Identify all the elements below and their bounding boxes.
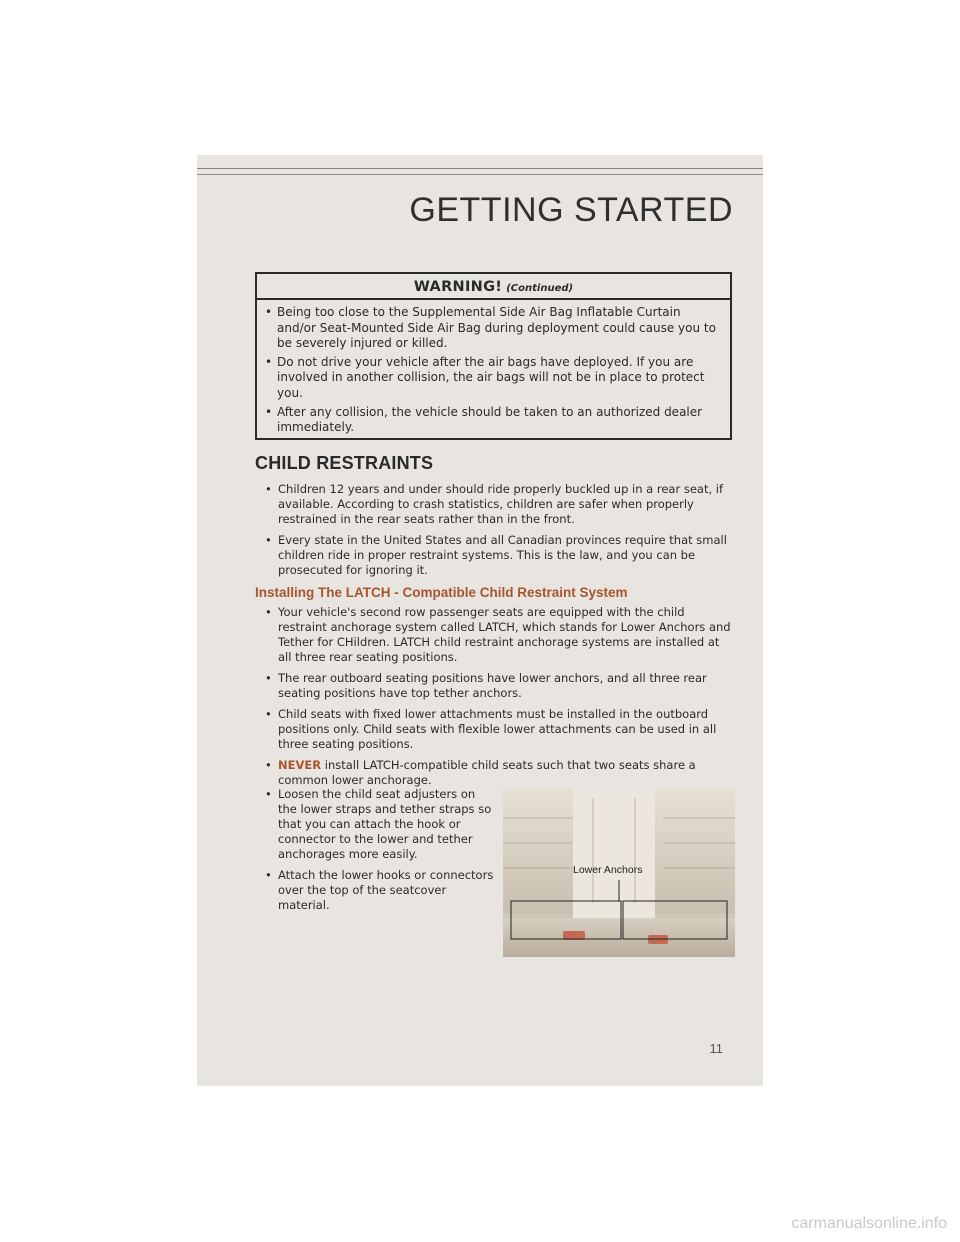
list-item-text: The rear outboard seating positions have lower anchors, and all three rear seating positions have top tether anchors. bbox=[278, 671, 707, 700]
list-item-text: Your vehicle's second row passenger seats are equipped with the child restraint anchorage system called LATCH, which stands for Lower Anchors and Tether for CHildren. LATCH child restraint anchorage systems are installed at all three rear seating positions. bbox=[278, 605, 731, 664]
bullet: • bbox=[265, 605, 272, 619]
latch-list bbox=[265, 605, 735, 794]
list-item bbox=[265, 482, 735, 527]
bullet: • bbox=[265, 354, 273, 369]
list-item bbox=[265, 605, 735, 665]
warning-continued: (Continued) bbox=[506, 283, 574, 294]
warning-item bbox=[265, 355, 720, 402]
list-item-text: install LATCH-compatible child seats such that two seats share a common lower anchorage. bbox=[278, 758, 696, 787]
list-item-text: Attach the lower hooks or connectors over the top of the seatcover material. bbox=[278, 868, 494, 912]
list-item bbox=[265, 868, 497, 913]
bullet: • bbox=[265, 305, 273, 319]
latch-heading: Installing The LATCH - Compatible Child Restraint System bbox=[255, 585, 628, 600]
bullet: • bbox=[265, 533, 272, 547]
warning-item-text: After any collision, the vehicle should be taken to an authorized dealer immediately. bbox=[277, 404, 703, 435]
lower-anchors-figure bbox=[503, 788, 735, 957]
list-item-text: Child seats with fixed lower attachments must be installed in the outboard positions only. Child seats with flexible lower attachments can be used in all three seating positions. bbox=[278, 707, 717, 751]
bullet: • bbox=[265, 404, 273, 419]
latch-narrow-list bbox=[265, 787, 497, 919]
manual-page bbox=[197, 155, 763, 1086]
list-item bbox=[265, 758, 735, 788]
page-number: 11 bbox=[709, 1041, 723, 1056]
warning-box bbox=[255, 272, 732, 440]
never-emphasis: NEVER bbox=[278, 758, 322, 772]
warning-title: WARNING! bbox=[413, 279, 503, 295]
child-restraints-list bbox=[265, 482, 735, 584]
child-restraints-heading: CHILD RESTRAINTS bbox=[255, 453, 434, 473]
warning-item-text: Do not drive your vehicle after the air bags have deployed. If you are involved in another collision, the air bags will not be in place to protect you. bbox=[277, 354, 705, 400]
figure-label: Lower Anchors bbox=[573, 864, 643, 876]
warning-list bbox=[257, 300, 730, 436]
bullet: • bbox=[265, 758, 272, 772]
list-item bbox=[265, 707, 735, 752]
warning-header bbox=[257, 274, 730, 300]
bullet: • bbox=[265, 868, 272, 882]
bullet: • bbox=[265, 707, 272, 721]
list-item bbox=[265, 533, 735, 578]
section-title: GETTING STARTED bbox=[409, 191, 733, 229]
header-rule-bottom bbox=[197, 174, 763, 175]
bullet: • bbox=[265, 482, 272, 496]
list-item-text: Loosen the child seat adjusters on the lower straps and tether straps so that you can attach the hook or connector to the lower and tether anchorages more easily. bbox=[278, 787, 492, 861]
warning-item bbox=[265, 305, 720, 352]
warning-item bbox=[265, 405, 720, 436]
list-item-text: Children 12 years and under should ride properly buckled up in a rear seat, if available. According to crash statistics, children are safer when properly restrained in the rear seats rather than in the front. bbox=[278, 482, 724, 526]
list-item bbox=[265, 671, 735, 701]
warning-item-text: Being too close to the Supplemental Side Air Bag Inflatable Curtain and/or Seat-Mounted Side Air Bag during deployment could cause you to be severely injured or killed. bbox=[277, 305, 716, 351]
bullet: • bbox=[265, 671, 272, 685]
list-item bbox=[265, 787, 497, 862]
watermark: carmanualsonline.info bbox=[791, 1215, 947, 1232]
bullet: • bbox=[265, 787, 272, 801]
list-item-text: Every state in the United States and all Canadian provinces require that small children ride in proper restraint systems. This is the law, and you can be prosecuted for ignoring it. bbox=[278, 533, 727, 577]
header-rule-top bbox=[197, 168, 763, 169]
